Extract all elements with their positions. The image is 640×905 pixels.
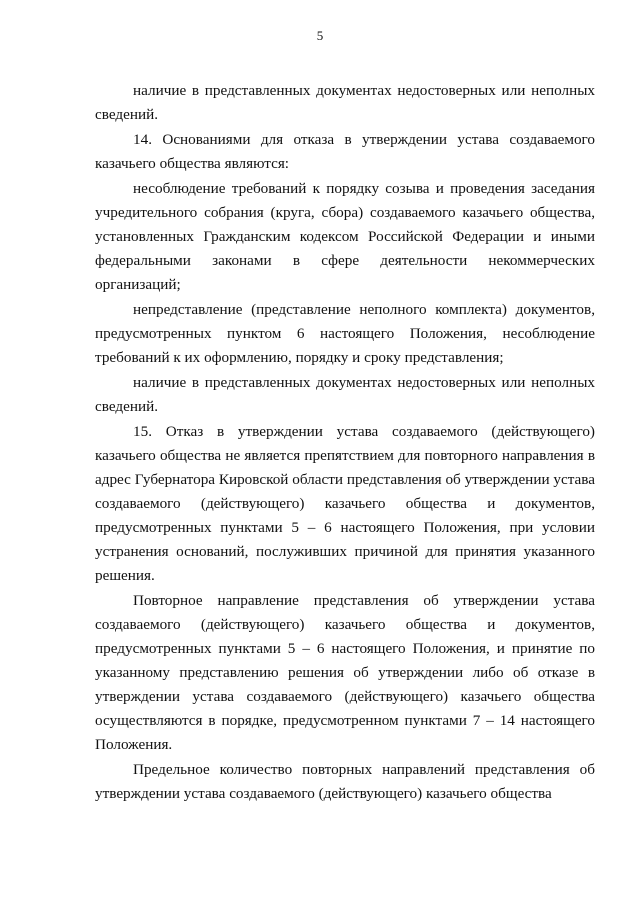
paragraph-15-repeat: Повторное направление представления об утверждении устава создаваемого (действующего) казачьего общества и документов, предусмотренных пунктами 5 – 6 настоящего Положения, и принятие по указанному представлению решения об утверждении либо об отказе в утверждении устава создаваемого (действующего) казачьего общества осуществляются в порядке, предусмотренном пунктами 7 – 14 настоящего Положения. xyxy=(95,592,595,753)
paragraph-14-item-2: непредставление (представление неполного комплекта) документов, предусмотренных пунктом 6 настоящего Положения, несоблюдение требований к их оформлению, порядку и сроку представления; xyxy=(95,301,595,366)
page-content xyxy=(95,79,595,806)
paragraph-15-limit: Предельное количество повторных направлений представления об утверждении устава создаваемого (действующего) казачьего общества xyxy=(95,761,595,802)
paragraph-15: 15. Отказ в утверждении устава создаваемого (действующего) казачьего общества не является препятствием для повторного направления в адрес Губернатора Кировской области представления об утверждении устава создаваемого (действующего) казачьего общества и документов, предусмотренных пунктами 5 – 6 настоящего Положения, при условии устранения оснований, послуживших причиной для принятия указанного решения. xyxy=(95,423,595,584)
paragraph-14-item-3: наличие в представленных документах недостоверных или неполных сведений. xyxy=(95,374,595,415)
paragraph-continuation: наличие в представленных документах недостоверных или неполных сведений. xyxy=(95,82,595,123)
paragraph-14-item-1: несоблюдение требований к порядку созыва и проведения заседания учредительного собрания (круга, сбора) создаваемого казачьего общества, установленных Гражданским кодексом Российской Федерации и иными федеральными законами в сфере деятельности некоммерческих организаций; xyxy=(95,180,595,293)
page-number: 5 xyxy=(316,28,324,43)
paragraph-14-heading: 14. Основаниями для отказа в утверждении устава создаваемого казачьего общества являются: xyxy=(95,131,595,172)
